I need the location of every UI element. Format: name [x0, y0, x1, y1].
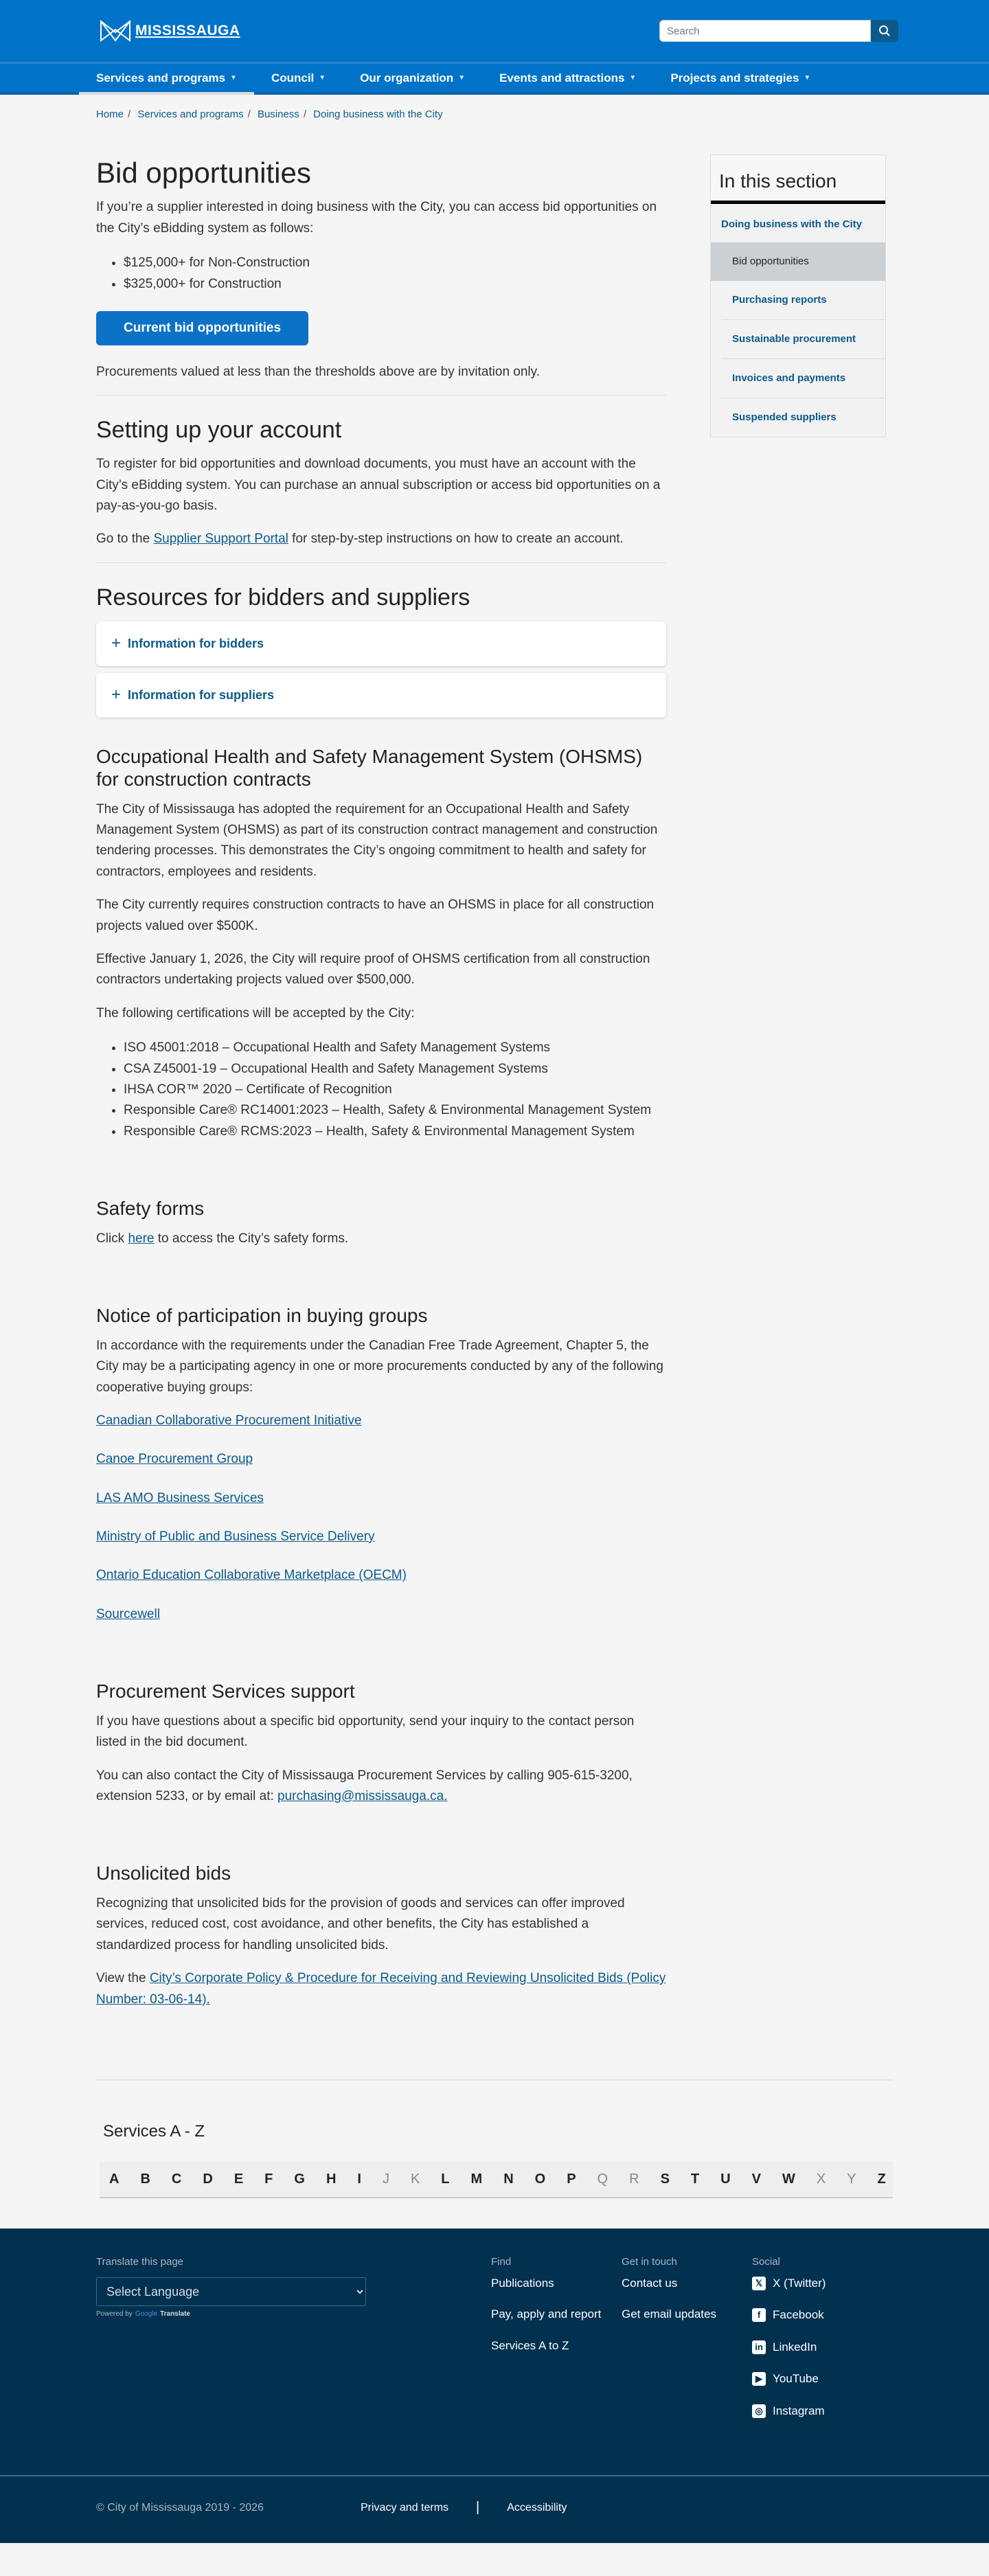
ohsms-text: The following certifications will be accepted by the City: [96, 1005, 415, 1021]
certification-item: • Responsible Care® RCMS:2023 – Health, Safety & Environmental Management System [124, 1121, 666, 1142]
threshold-item: • $125,000+ for Non-Construction [124, 253, 666, 273]
support-text: If you have questions about a specific bid opportunity, send your inquiry to the contact person listed in the bid document. [96, 1713, 635, 1750]
unsolicited-policy-text [96, 1968, 666, 2010]
nav-council[interactable] [254, 64, 343, 92]
az-letter-r: R [629, 2171, 639, 2187]
threshold-item: • $325,000+ for Construction [124, 274, 666, 295]
caret-down-icon: ▼ [629, 74, 637, 82]
account-text: To register for bid opportunities and download documents, you must have an account with the City’s eBidding system. You can purchase an annual subscription or access bid opportunities on a pay-as-you-go basis. [96, 457, 661, 513]
unsolicited-bids-section [96, 1862, 666, 2010]
az-letter-j: J [382, 2171, 389, 2187]
footer-bottom [0, 2475, 989, 2543]
sidebar-item-invoices-and-payments[interactable]: Invoices and payments [721, 358, 885, 398]
breadcrumb-home[interactable]: Home [96, 109, 124, 120]
mississauga-logo[interactable] [100, 20, 240, 42]
az-letter-h[interactable]: H [326, 2171, 337, 2187]
ohsms-section [96, 745, 666, 1143]
section-heading-ohsms: Occupational Health and Safety Management System (OHSMS) for construction contracts [96, 745, 643, 790]
certification-item: • IHSA COR™ 2020 – Certificate of Recognition [124, 1080, 666, 1100]
facebook-icon: f [752, 2308, 766, 2322]
nav-label: Projects and strategies [670, 71, 799, 84]
in-this-section-box [710, 155, 886, 437]
account-portal-text [96, 529, 666, 549]
footer-link-publications[interactable]: Publications [491, 2276, 554, 2290]
accordion-information-for-bidders[interactable] [96, 622, 666, 666]
az-letter-v[interactable]: V [751, 2171, 761, 2187]
footer-social [752, 2256, 883, 2435]
search-input[interactable] [659, 20, 871, 42]
text: Translate [160, 2310, 190, 2318]
footer-heading: Social [752, 2255, 780, 2268]
az-letter-d[interactable]: D [203, 2171, 213, 2187]
footer-get-in-touch [622, 2256, 752, 2435]
social-label: Facebook [773, 2308, 824, 2322]
accordion-information-for-suppliers[interactable] [96, 673, 666, 718]
plus-icon: + [111, 634, 122, 652]
ohsms-text: The City currently requires construction contracts to have an OHSMS in place for all construction projects valued over $500K. [96, 898, 655, 933]
sidebar-title: In this section [711, 155, 885, 204]
az-letter-g[interactable]: G [294, 2171, 305, 2187]
plus-icon: + [111, 685, 122, 704]
buying-group-link[interactable]: LAS AMO Business Services [96, 1490, 264, 1505]
accordion-label: Information for bidders [128, 636, 264, 650]
main-nav [0, 62, 989, 95]
breadcrumb-separator: / [303, 109, 306, 120]
section-heading-buying-groups: Notice of participation in buying groups [96, 1305, 428, 1327]
translate-widget [96, 2256, 491, 2435]
footer-heading: Find [491, 2255, 512, 2268]
az-letter-y: Y [847, 2171, 856, 2187]
social-link-youtube[interactable] [752, 2370, 883, 2388]
site-header [0, 0, 989, 62]
footer-heading: Get in touch [622, 2255, 677, 2268]
breadcrumb [96, 95, 893, 120]
logo-text: MISSISSAUGA [135, 23, 240, 38]
linkedin-icon: in [752, 2340, 766, 2354]
invitation-note: Procurements valued at less than the thresholds above are by invitation only. [96, 364, 541, 379]
certification-list [124, 1038, 666, 1142]
caret-down-icon: ▼ [319, 74, 326, 82]
site-footer [0, 2229, 989, 2544]
text: You can also contact the City of Mississauga Procurement Services by calling 905-615-3200, extension 5233, or by email at: [96, 1768, 633, 1804]
divider [96, 562, 666, 563]
mississauga-logo-icon [100, 20, 131, 42]
instagram-icon: ◎ [752, 2404, 766, 2418]
unsolicited-policy-link[interactable]: City’s Corporate Policy & Procedure for Receiving and Reviewing Unsolicited Bids (Policy Number: 03-06-14). [96, 1971, 666, 2007]
section-heading-procurement-support: Procurement Services support [96, 1680, 355, 1702]
social-label: YouTube [773, 2372, 819, 2386]
az-letter-x: X [816, 2171, 826, 2187]
social-link-x[interactable] [752, 2275, 883, 2292]
nav-events-and-attractions[interactable] [482, 64, 653, 92]
text: to access the City’s safety forms. [154, 1231, 349, 1246]
powered-by-google-translate [96, 2310, 491, 2318]
purchasing-email-link[interactable]: purchasing@mississauga.ca. [277, 1789, 448, 1804]
safety-forms-link[interactable]: here [128, 1231, 155, 1246]
social-label: Instagram [773, 2404, 825, 2417]
search-form [659, 20, 898, 42]
breadcrumb-services-and-programs[interactable]: Services and programs [137, 109, 244, 120]
az-letter-a[interactable]: A [109, 2171, 120, 2187]
caret-down-icon: ▼ [230, 74, 237, 82]
certification-item: • CSA Z45001-19 – Occupational Health and Safety Management Systems [124, 1059, 666, 1080]
divider [96, 395, 666, 396]
social-link-facebook[interactable] [752, 2306, 883, 2324]
certification-item: • ISO 45001:2018 – Occupational Health and Safety Management Systems [124, 1038, 666, 1058]
az-letter-z[interactable]: Z [877, 2171, 886, 2187]
nav-services-and-programs[interactable] [79, 64, 254, 92]
buying-group-link[interactable]: Canoe Procurement Group [96, 1452, 253, 1467]
nav-our-organization[interactable] [343, 64, 482, 92]
az-letter-c[interactable]: C [171, 2171, 182, 2187]
services-a-z-title: Services A - Z [103, 2121, 205, 2141]
text: View the [96, 1971, 150, 1986]
nav-projects-and-strategies[interactable] [653, 64, 828, 92]
a-z-letter-bar [100, 2162, 893, 2198]
footer-find [491, 2256, 622, 2435]
az-letter-p[interactable]: P [567, 2171, 576, 2187]
caret-down-icon: ▼ [804, 74, 811, 82]
language-select[interactable] [96, 2277, 366, 2306]
buying-group-link[interactable]: Ministry of Public and Business Service Delivery [96, 1529, 375, 1545]
az-letter-o[interactable]: O [534, 2171, 546, 2187]
x-twitter-icon: 𝕏 [752, 2277, 766, 2290]
accordion-label: Information for suppliers [128, 687, 275, 702]
buying-group-link[interactable]: Sourcewell [96, 1606, 160, 1621]
az-letter-m[interactable]: M [470, 2171, 483, 2187]
az-letter-b[interactable]: B [140, 2171, 150, 2187]
az-letter-u[interactable]: U [720, 2171, 731, 2187]
footer-link-services-a-to-z[interactable]: Services A to Z [491, 2338, 569, 2352]
az-letter-l[interactable]: L [441, 2171, 450, 2187]
unsolicited-text: Recognizing that unsolicited bids for the provision of goods and services can offer improved services, reduced cost, cost avoidance, and other benefits, the City has established a standardized process for handling unsolicited bids. [96, 1896, 625, 1952]
breadcrumb-business[interactable]: Business [257, 109, 299, 120]
sidebar-item-bid-opportunities[interactable]: Bid opportunities [711, 242, 885, 281]
safety-forms-section [96, 1197, 666, 1249]
caret-down-icon: ▼ [458, 74, 466, 82]
text: Click [96, 1231, 128, 1246]
social-label: X (Twitter) [773, 2276, 826, 2290]
sidebar-parent-doing-business[interactable]: Doing business with the City [721, 218, 863, 230]
youtube-icon: ▶ [752, 2372, 766, 2386]
az-letter-s[interactable]: S [660, 2171, 670, 2187]
safety-text [96, 1229, 666, 1249]
nav-label: Our organization [360, 71, 454, 84]
breadcrumb-doing-business[interactable]: Doing business with the City [313, 109, 443, 120]
social-label: LinkedIn [773, 2340, 817, 2353]
az-letter-f[interactable]: F [264, 2171, 273, 2187]
sidebar-item-sustainable-procurement[interactable]: Sustainable procurement [721, 319, 885, 358]
az-letter-q: Q [597, 2171, 609, 2187]
buying-group-link[interactable]: Ontario Education Collaborative Marketplace (OECM) [96, 1568, 407, 1583]
breadcrumb-separator: / [128, 109, 131, 120]
text: for step-by-step instructions on how to create an account. [288, 532, 624, 547]
az-letter-w[interactable]: W [782, 2171, 795, 2187]
section-heading-safety-forms: Safety forms [96, 1198, 205, 1220]
main-content [96, 156, 666, 2038]
nav-label: Council [271, 71, 315, 84]
breadcrumb-separator: / [247, 109, 251, 120]
footer-link-contact-us[interactable]: Contact us [622, 2276, 678, 2290]
google-logo: Google [135, 2310, 158, 2318]
section-heading-unsolicited-bids: Unsolicited bids [96, 1862, 231, 1884]
search-icon [878, 25, 891, 37]
social-link-linkedin[interactable] [752, 2338, 883, 2356]
nav-label: Services and programs [96, 71, 226, 84]
accessibility-link[interactable]: Accessibility [507, 2501, 567, 2514]
certification-item: • Responsible Care® RC14001:2023 – Health, Safety & Environmental Management System [124, 1100, 666, 1121]
sidebar-item-purchasing-reports[interactable]: Purchasing reports [732, 294, 827, 306]
procurement-support-section [96, 1680, 666, 1807]
current-bid-opportunities-button[interactable]: Current bid opportunities [96, 311, 308, 345]
page-title: Bid opportunities [96, 157, 311, 189]
translate-label: Translate this page [96, 2255, 184, 2268]
buying-groups-section [96, 1304, 666, 1625]
section-sidebar [710, 155, 886, 2038]
buying-group-link[interactable]: Canadian Collaborative Procurement Initiative [96, 1413, 362, 1428]
az-letter-n[interactable]: N [503, 2171, 514, 2187]
text: Go to the [96, 532, 154, 547]
ohsms-text: The City of Mississauga has adopted the requirement for an Occupational Health and Safety Management System (OHSMS) as part of its construction contract management and construction tendering processes. This demonstrates the City’s ongoing commitment to health and safety for contractors, employees and residents. [96, 801, 658, 879]
nav-label: Events and attractions [499, 71, 625, 84]
sidebar-item-suspended-suppliers[interactable]: Suspended suppliers [721, 398, 885, 437]
section-heading-account: Setting up your account [96, 417, 342, 444]
footer-link-email-updates[interactable]: Get email updates [622, 2307, 716, 2321]
text: Powered by [96, 2310, 133, 2318]
footer-link-pay-apply-report[interactable]: Pay, apply and report [491, 2307, 602, 2321]
support-contact-text [96, 1766, 666, 1808]
privacy-and-terms-link[interactable]: Privacy and terms [361, 2501, 449, 2514]
az-letter-t[interactable]: T [690, 2171, 700, 2187]
ohsms-text: Effective January 1, 2026, the City will require proof of OHSMS certification from all construction contractors undertaking projects valued over $500,000. [96, 952, 650, 988]
separator: | [476, 2500, 480, 2516]
search-button[interactable] [871, 20, 898, 42]
az-letter-e[interactable]: E [234, 2171, 244, 2187]
services-a-z [96, 2079, 893, 2229]
threshold-list [124, 253, 666, 295]
supplier-support-portal-link[interactable]: Supplier Support Portal [153, 532, 288, 547]
buying-groups-text: In accordance with the requirements under the Canadian Free Trade Agreement, Chapter 5, the City may be a participating agency in one or more procurements conducted by any of the following cooperative buying groups: [96, 1338, 663, 1395]
copyright: © City of Mississauga 2019 - 2026 [96, 2501, 264, 2514]
az-letter-i[interactable]: I [357, 2171, 361, 2187]
az-letter-k: K [410, 2171, 420, 2187]
section-heading-resources: Resources for bidders and suppliers [96, 584, 470, 611]
intro-text: If you’re a supplier interested in doing business with the City, you can access bid opportunities on the City’s eBidding system as follows: [96, 200, 657, 236]
social-link-instagram[interactable] [752, 2402, 883, 2420]
